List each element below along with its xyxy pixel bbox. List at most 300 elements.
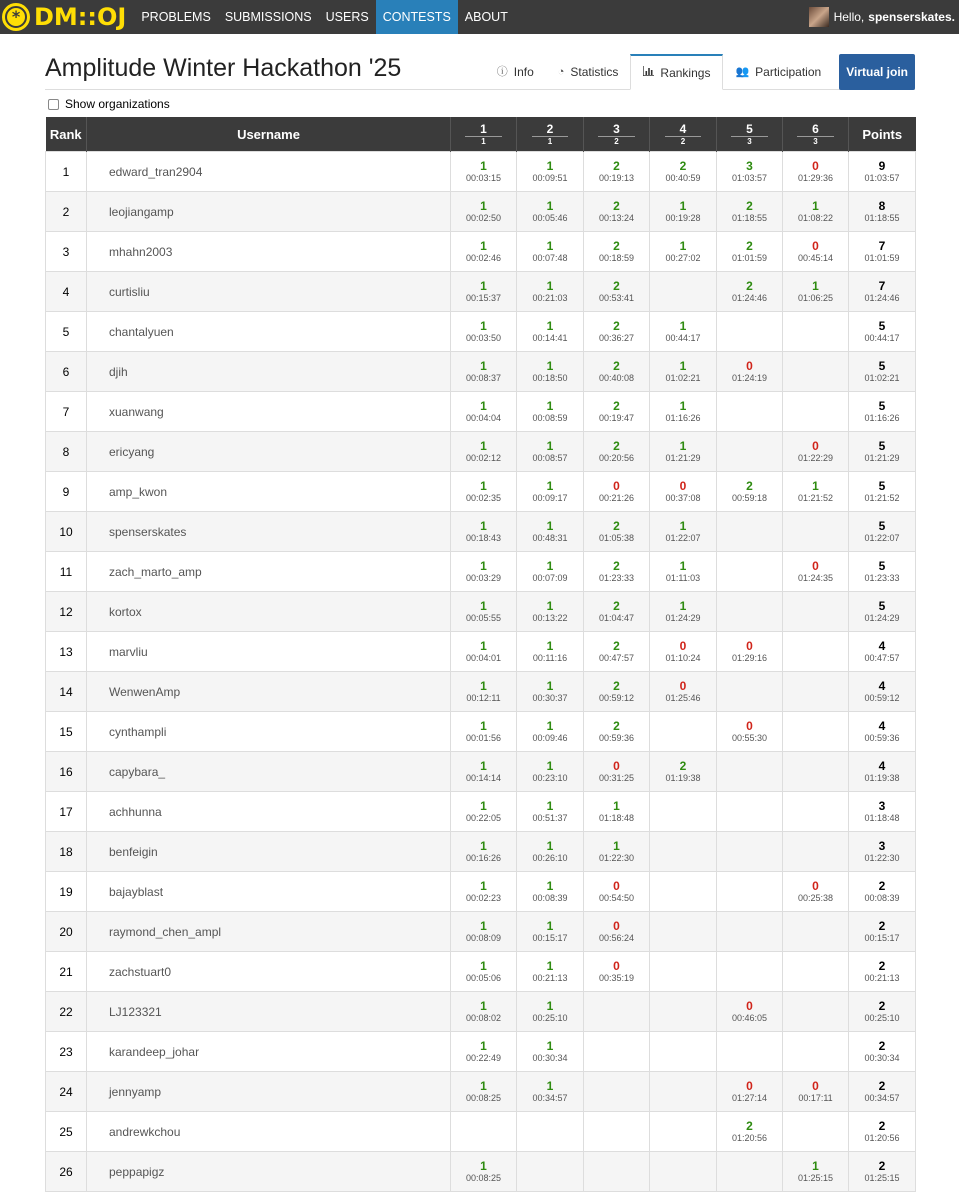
problem-cell[interactable]: [517, 152, 584, 192]
points-cell: [849, 712, 916, 752]
username-link[interactable]: ericyang: [87, 432, 451, 472]
rank-cell: 10: [46, 512, 87, 552]
problem-time: 01:21:29: [665, 452, 701, 463]
problem-score: 1: [679, 318, 687, 333]
problem-cell[interactable]: [517, 472, 584, 512]
problem-cell[interactable]: [451, 1152, 517, 1192]
problem-cell: [717, 1152, 783, 1192]
problem-cell[interactable]: [451, 552, 517, 592]
username-link[interactable]: jennyamp: [87, 1072, 451, 1112]
problem-score: 1: [546, 958, 554, 973]
points-cell: [849, 1152, 916, 1192]
problem-cell[interactable]: [650, 752, 717, 792]
problem-points: 3: [797, 136, 833, 146]
problem-score: 2: [613, 558, 620, 573]
problem-cell[interactable]: [717, 152, 783, 192]
problem-cell: [717, 1032, 783, 1072]
problem-cell[interactable]: [517, 672, 584, 712]
problem-time: 00:09:17: [532, 492, 568, 503]
total-time: 01:20:56: [864, 1132, 900, 1143]
problem-cell[interactable]: [584, 952, 650, 992]
tab-statistics[interactable]: [546, 54, 631, 90]
username-link[interactable]: achhunna: [87, 792, 451, 832]
problem-cell[interactable]: [584, 472, 650, 512]
nav-problems[interactable]: PROBLEMS: [141, 10, 211, 24]
points-cell: [849, 672, 916, 712]
problem-cell[interactable]: [584, 672, 650, 712]
total-time: 01:18:48: [864, 812, 900, 823]
problem-score: 1: [546, 838, 554, 853]
username-link[interactable]: capybara_: [87, 752, 451, 792]
rank-cell: 15: [46, 712, 87, 752]
problem-cell: [650, 712, 717, 752]
problem-cell[interactable]: [584, 272, 650, 312]
problem-cell: [517, 1152, 584, 1192]
problem-cell[interactable]: [451, 312, 517, 352]
problem-cell[interactable]: [517, 792, 584, 832]
problem-cell[interactable]: [451, 632, 517, 672]
username-link[interactable]: LJ123321: [87, 992, 451, 1032]
problem-cell: [717, 592, 783, 632]
problem-cell[interactable]: [517, 712, 584, 752]
problem-cell[interactable]: [650, 592, 717, 632]
table-row: [46, 552, 916, 592]
problem-cell[interactable]: [717, 272, 783, 312]
problem-cell[interactable]: [650, 232, 717, 272]
table-row: [46, 992, 916, 1032]
problem-time: 00:19:28: [665, 212, 701, 223]
problem-cell[interactable]: [584, 392, 650, 432]
problem-score: 1: [812, 478, 819, 493]
problem-score: 0: [613, 878, 620, 893]
problem-cell[interactable]: [783, 472, 849, 512]
problem-cell[interactable]: [584, 552, 650, 592]
problem-cell[interactable]: [584, 352, 650, 392]
username-link[interactable]: leojiangamp: [87, 192, 451, 232]
problem-cell[interactable]: [584, 632, 650, 672]
problem-time: 00:15:37: [465, 292, 502, 303]
problem-time: 00:08:02: [465, 1012, 502, 1023]
problem-cell[interactable]: [451, 352, 517, 392]
username-link[interactable]: cynthampli: [87, 712, 451, 752]
problem-cell[interactable]: [451, 592, 517, 632]
problem-cell[interactable]: [517, 312, 584, 352]
problem-cell[interactable]: [584, 512, 650, 552]
problem-cell[interactable]: [584, 592, 650, 632]
problem-cell: [584, 1032, 650, 1072]
problem-cell[interactable]: [717, 712, 783, 752]
table-row: [46, 1072, 916, 1112]
problem-header[interactable]: [783, 117, 849, 152]
contest-tabs: [485, 54, 915, 90]
problem-cell[interactable]: [517, 1072, 584, 1112]
username-link[interactable]: edward_tran2904: [87, 152, 451, 192]
problem-cell: [783, 912, 849, 952]
problem-time: 01:18:55: [731, 212, 768, 223]
problem-cell[interactable]: [650, 152, 717, 192]
problem-score: 2: [613, 318, 620, 333]
points-cell: [849, 552, 916, 592]
problem-score: 2: [613, 598, 620, 613]
problem-time: 00:21:03: [532, 292, 568, 303]
problem-score: 1: [480, 958, 487, 973]
virtual-join-button[interactable]: Virtual join: [839, 54, 915, 90]
problem-cell: [717, 392, 783, 432]
problem-cell: [783, 672, 849, 712]
problem-time: 01:24:19: [731, 372, 768, 383]
problem-time: 00:59:18: [731, 492, 768, 503]
problem-time: 01:21:52: [797, 492, 834, 503]
problem-cell[interactable]: [451, 1032, 517, 1072]
problem-cell[interactable]: [650, 632, 717, 672]
problem-time: 00:02:50: [465, 212, 502, 223]
problem-score: 0: [746, 998, 753, 1013]
problem-cell: [650, 832, 717, 872]
problem-time: 00:40:08: [598, 372, 635, 383]
table-row: [46, 272, 916, 312]
problem-cell[interactable]: [650, 512, 717, 552]
problem-cell[interactable]: [517, 352, 584, 392]
problem-score: 1: [480, 1158, 487, 1173]
problem-score: 1: [480, 798, 487, 813]
problem-score: 0: [812, 1078, 819, 1093]
problem-time: 01:02:21: [665, 372, 701, 383]
problem-cell[interactable]: [517, 512, 584, 552]
username-link[interactable]: raymond_chen_ampl: [87, 912, 451, 952]
problem-cell[interactable]: [717, 1112, 783, 1152]
rank-cell: 11: [46, 552, 87, 592]
nav-contests[interactable]: CONTESTS: [376, 0, 458, 34]
problem-cell[interactable]: [517, 232, 584, 272]
problem-time: 00:59:36: [598, 732, 635, 743]
problem-cell[interactable]: [517, 952, 584, 992]
problem-cell[interactable]: [517, 592, 584, 632]
problem-time: 01:23:33: [598, 572, 635, 583]
problem-time: 00:48:31: [532, 532, 568, 543]
problem-cell[interactable]: [650, 392, 717, 432]
problem-cell[interactable]: [717, 632, 783, 672]
table-row: [46, 712, 916, 752]
nav-users[interactable]: USERS: [325, 10, 369, 24]
problem-cell[interactable]: [451, 872, 517, 912]
points-cell: [849, 912, 916, 952]
username-link[interactable]: zachstuart0: [87, 952, 451, 992]
problem-number: 6: [812, 121, 819, 136]
problem-header[interactable]: [650, 117, 717, 152]
problem-cell[interactable]: [451, 432, 517, 472]
problem-cell[interactable]: [451, 952, 517, 992]
problem-cell[interactable]: [584, 912, 650, 952]
problem-cell[interactable]: [584, 712, 650, 752]
problem-cell[interactable]: [517, 392, 584, 432]
problem-time: 00:21:26: [598, 492, 635, 503]
problem-cell[interactable]: [451, 472, 517, 512]
total-time: 00:15:17: [864, 932, 900, 943]
problem-time: 01:03:57: [731, 172, 768, 183]
problem-cell[interactable]: [783, 1152, 849, 1192]
username-link[interactable]: chantalyuen: [87, 312, 451, 352]
problem-header[interactable]: [717, 117, 783, 152]
problem-score: 1: [480, 1078, 487, 1093]
problem-cell[interactable]: [650, 312, 717, 352]
username-link[interactable]: mhahn2003: [87, 232, 451, 272]
total-points: 3: [878, 838, 886, 853]
problem-cell[interactable]: [717, 992, 783, 1032]
problem-cell[interactable]: [517, 632, 584, 672]
problem-cell[interactable]: [584, 432, 650, 472]
problem-cell[interactable]: [517, 992, 584, 1032]
problem-cell[interactable]: [783, 232, 849, 272]
username-link[interactable]: amp_kwon: [87, 472, 451, 512]
show-organizations[interactable]: [48, 97, 170, 111]
username-link[interactable]: djih: [87, 352, 451, 392]
problem-score: 1: [480, 598, 487, 613]
problem-cell[interactable]: [451, 832, 517, 872]
problem-cell[interactable]: [584, 752, 650, 792]
problem-time: 00:05:55: [465, 612, 502, 623]
problem-cell[interactable]: [517, 752, 584, 792]
username-link[interactable]: marvliu: [87, 632, 451, 672]
username-link[interactable]: xuanwang: [87, 392, 451, 432]
problem-points: 2: [598, 136, 634, 146]
username-link[interactable]: bajayblast: [87, 872, 451, 912]
total-time: 01:22:07: [864, 532, 900, 543]
problem-cell[interactable]: [451, 992, 517, 1032]
problem-cell[interactable]: [783, 872, 849, 912]
total-points: 5: [878, 518, 886, 533]
show-organizations-checkbox[interactable]: [48, 99, 59, 110]
table-row: [46, 912, 916, 952]
points-cell: [849, 512, 916, 552]
problem-time: 00:25:38: [797, 892, 834, 903]
username-link[interactable]: spenserskates: [87, 512, 451, 552]
problem-cell[interactable]: [451, 392, 517, 432]
problem-cell: [783, 832, 849, 872]
username-link[interactable]: spenserskates.: [868, 10, 955, 24]
problem-cell[interactable]: [717, 352, 783, 392]
username-link[interactable]: peppapigz: [87, 1152, 451, 1192]
nav-submissions[interactable]: SUBMISSIONS: [224, 10, 312, 24]
problem-cell[interactable]: [717, 1072, 783, 1112]
problem-score: 2: [679, 158, 687, 173]
problem-time: 00:30:37: [532, 692, 568, 703]
problem-score: 2: [613, 398, 620, 413]
problem-cell[interactable]: [717, 232, 783, 272]
problem-score: 1: [546, 798, 554, 813]
problem-cell[interactable]: [451, 272, 517, 312]
problem-cell: [650, 912, 717, 952]
problem-cell[interactable]: [650, 432, 717, 472]
username-header[interactable]: Username: [87, 117, 451, 152]
problem-header[interactable]: [451, 117, 517, 152]
problem-score: 1: [546, 318, 554, 333]
problem-score: 1: [812, 1158, 819, 1173]
problem-cell[interactable]: [717, 472, 783, 512]
problem-time: 00:37:08: [665, 492, 701, 503]
problem-cell[interactable]: [783, 192, 849, 232]
problem-cell[interactable]: [650, 472, 717, 512]
problem-cell[interactable]: [584, 192, 650, 232]
problem-cell[interactable]: [451, 1072, 517, 1112]
problem-time: 00:51:37: [532, 812, 568, 823]
problem-time: 00:08:57: [532, 452, 568, 463]
problem-cell[interactable]: [650, 672, 717, 712]
problem-cell[interactable]: [584, 832, 650, 872]
problem-score: 1: [480, 478, 487, 493]
problem-time: 00:34:57: [532, 1092, 568, 1103]
problem-time: 00:31:25: [598, 772, 635, 783]
problem-time: 00:02:35: [465, 492, 502, 503]
username-link[interactable]: kortox: [87, 592, 451, 632]
problem-cell: [717, 512, 783, 552]
total-time: 01:25:15: [864, 1172, 900, 1183]
username-link[interactable]: zach_marto_amp: [87, 552, 451, 592]
problem-cell[interactable]: [783, 152, 849, 192]
problem-cell[interactable]: [517, 912, 584, 952]
problem-time: 01:16:26: [665, 412, 701, 423]
avatar[interactable]: [809, 7, 829, 27]
problem-cell[interactable]: [451, 672, 517, 712]
problem-time: 00:35:19: [598, 972, 635, 983]
problem-cell[interactable]: [517, 832, 584, 872]
rank-cell: 16: [46, 752, 87, 792]
problem-cell[interactable]: [517, 872, 584, 912]
problem-score: 1: [480, 358, 487, 373]
username-link[interactable]: benfeigin: [87, 832, 451, 872]
total-points: 2: [878, 1078, 886, 1093]
problem-cell[interactable]: [451, 232, 517, 272]
problem-cell[interactable]: [584, 312, 650, 352]
problem-cell[interactable]: [584, 872, 650, 912]
top-nav: [0, 0, 959, 34]
problem-time: 00:30:34: [532, 1052, 568, 1063]
table-row: [46, 352, 916, 392]
problem-score: 1: [546, 558, 554, 573]
total-points: 5: [878, 438, 886, 453]
username-link[interactable]: WenwenAmp: [87, 672, 451, 712]
problem-time: 00:17:11: [798, 1092, 833, 1103]
problem-time: 00:07:48: [532, 252, 568, 263]
total-time: 00:59:36: [864, 732, 900, 743]
problem-header[interactable]: [584, 117, 650, 152]
problem-time: 00:47:57: [598, 652, 635, 663]
problem-score: 2: [613, 278, 620, 293]
problem-cell[interactable]: [451, 712, 517, 752]
points-header[interactable]: Points: [849, 117, 916, 152]
username-link[interactable]: curtisliu: [87, 272, 451, 312]
problem-cell[interactable]: [517, 192, 584, 232]
problem-cell[interactable]: [783, 552, 849, 592]
problem-cell[interactable]: [650, 552, 717, 592]
problem-cell: [650, 992, 717, 1032]
problem-score: 2: [613, 358, 620, 373]
points-cell: [849, 1032, 916, 1072]
problem-cell: [584, 992, 650, 1032]
problem-score: 0: [613, 758, 620, 773]
problem-cell[interactable]: [650, 352, 717, 392]
problem-score: 1: [546, 398, 554, 413]
total-points: 2: [878, 1038, 886, 1053]
total-points: 4: [878, 638, 886, 653]
problem-cell[interactable]: [451, 792, 517, 832]
problem-time: 01:25:46: [665, 692, 701, 703]
problem-cell[interactable]: [451, 192, 517, 232]
problem-cell[interactable]: [517, 1032, 584, 1072]
problem-cell[interactable]: [517, 552, 584, 592]
problem-score: 0: [613, 918, 620, 933]
total-points: 4: [878, 718, 886, 733]
problem-time: 00:03:15: [465, 172, 502, 183]
total-time: 01:24:46: [864, 292, 900, 303]
problem-cell[interactable]: [584, 232, 650, 272]
problem-cell[interactable]: [783, 1072, 849, 1112]
rank-cell: 2: [46, 192, 87, 232]
problem-cell[interactable]: [451, 752, 517, 792]
problem-score: 1: [480, 398, 487, 413]
problem-time: 00:12:11: [466, 692, 501, 703]
problem-time: 00:03:29: [465, 572, 502, 583]
table-row: [46, 952, 916, 992]
problem-score: 1: [546, 918, 554, 933]
rank-cell: 12: [46, 592, 87, 632]
problem-header[interactable]: [517, 117, 584, 152]
table-header: [46, 117, 916, 152]
problem-cell: [783, 992, 849, 1032]
problem-cell[interactable]: [517, 272, 584, 312]
nav-about[interactable]: ABOUT: [464, 10, 508, 24]
tab-statistics-label: Statistics: [570, 65, 619, 79]
problem-cell: [783, 512, 849, 552]
username-link[interactable]: karandeep_johar: [87, 1032, 451, 1072]
problem-time: 01:24:35: [797, 572, 834, 583]
rank-cell: 25: [46, 1112, 87, 1152]
problem-number: 1: [480, 121, 487, 136]
problem-time: 00:46:05: [731, 1012, 768, 1023]
tab-participation[interactable]: [723, 54, 833, 90]
tab-info[interactable]: [485, 54, 546, 90]
rank-header[interactable]: Rank: [46, 117, 87, 152]
problem-cell[interactable]: [650, 192, 717, 232]
problem-score: 2: [746, 198, 753, 213]
problem-cell[interactable]: [584, 152, 650, 192]
problem-cell[interactable]: [451, 912, 517, 952]
rank-cell: 1: [46, 152, 87, 192]
problem-cell[interactable]: [717, 192, 783, 232]
site-logo[interactable]: [0, 0, 126, 34]
problem-cell[interactable]: [451, 512, 517, 552]
problem-time: 00:02:23: [465, 892, 502, 903]
show-organizations-label: Show organizations: [65, 97, 170, 111]
total-points: 2: [878, 998, 886, 1013]
tab-participation-label: Participation: [755, 65, 822, 79]
problem-time: 00:22:05: [465, 812, 502, 823]
username-link[interactable]: andrewkchou: [87, 1112, 451, 1152]
problem-cell[interactable]: [783, 272, 849, 312]
problem-score: 1: [480, 918, 487, 933]
tab-rankings[interactable]: [630, 54, 723, 90]
problem-cell[interactable]: [584, 792, 650, 832]
user-menu[interactable]: [809, 0, 955, 34]
page-title: Amplitude Winter Hackathon '25: [45, 54, 402, 82]
problem-cell[interactable]: [783, 432, 849, 472]
problem-time: 00:27:02: [665, 252, 701, 263]
problem-score: 1: [546, 1078, 554, 1093]
problem-score: 0: [812, 558, 819, 573]
problem-cell[interactable]: [451, 152, 517, 192]
problem-cell: [650, 1032, 717, 1072]
problem-cell[interactable]: [517, 432, 584, 472]
problem-time: 00:59:12: [598, 692, 635, 703]
